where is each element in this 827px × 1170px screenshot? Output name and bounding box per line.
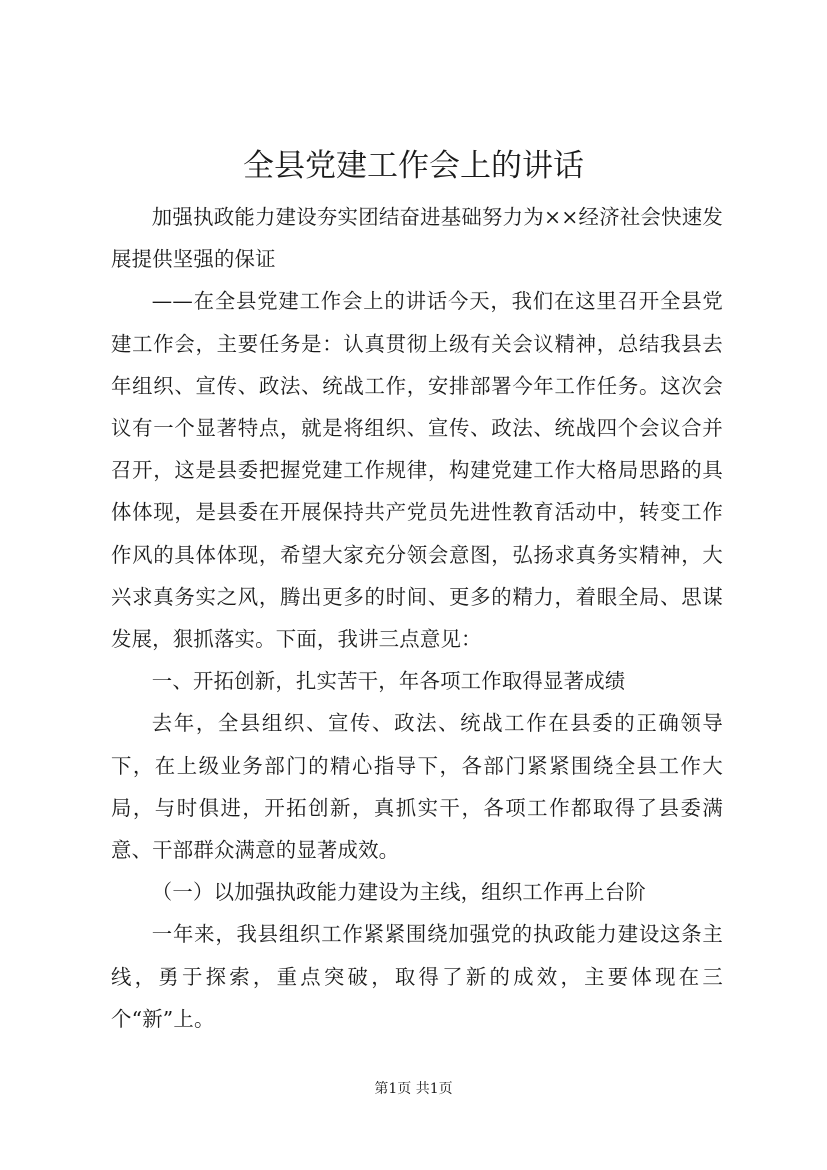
intro-paragraph: ——在全县党建工作会上的讲话今天，我们在这里召开全县党建工作会，主要任务是：认真贯彻上级有关会议精神，总结我县去年组织、宣传、政法、统战工作，安排部署今年工作任务。这次会议有一个显著特点，就是将组织、宣传、政法、统战四个会议合并召开，这是县委把握党建工作规律，构建党建工作大格局思路的具体体现，是县委在开展保持共产党员先进性教育活动中，转变工作作风的具体体现，希望大家充分领会意图，弘扬求真务实精神，大兴求真务实之风，腾出更多的时间、更多的精力，着眼全局、思谋发展，狠抓落实。下面，我讲三点意见： bbox=[111, 289, 723, 652]
body-paragraph: 去年，全县组织、宣传、政法、统战工作在县委的正确领导下，在上级业务部门的精心指导下，各部门紧紧围绕全县工作大局，与时俱进，开拓创新，真抓实干，各项工作都取得了县委满意、干部群众满意的显著成效。 bbox=[111, 711, 723, 863]
document-body bbox=[111, 196, 723, 1040]
subtitle-paragraph: 加强执政能力建设夯实团结奋进基础努力为××经济社会快速发展提供坚强的保证 bbox=[111, 205, 723, 272]
page-number-footer: 第1页 共1页 bbox=[374, 1081, 453, 1097]
document-title: 全县党建工作会上的讲话 bbox=[243, 148, 584, 184]
section-heading: 一、开拓创新，扎实苦干，年各项工作取得显著成绩 bbox=[151, 669, 626, 694]
subsection-heading: （一）以加强执政能力建设为主线，组织工作再上台阶 bbox=[151, 880, 646, 905]
body-paragraph: 一年来，我县组织工作紧紧围绕加强党的执政能力建设这条主线，勇于探索，重点突破，取得了新的成效，主要体现在三个“新”上。 bbox=[111, 922, 723, 1031]
